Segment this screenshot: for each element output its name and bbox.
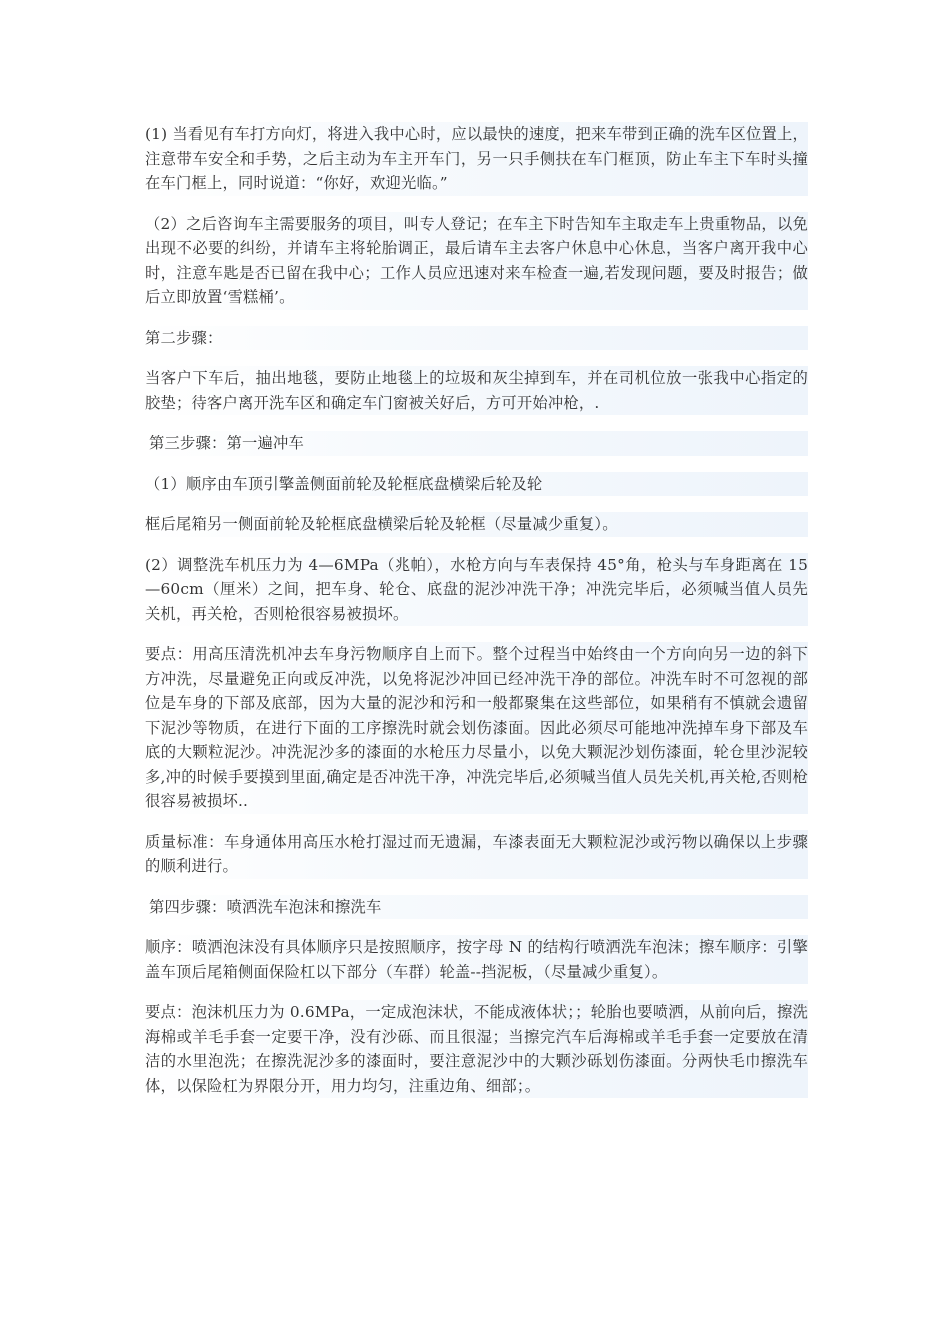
paragraph-step3-order: （1）顺序由车顶引擎盖侧面前轮及轮框底盘横梁后轮及轮 [141, 472, 808, 497]
paragraph-step3-keypoints: 要点：用高压清洗机冲去车身污物顺序自上而下。整个过程当中始终由一个方向向另一边的斜下方冲洗，尽量避免正向或反冲洗，以免将泥沙冲回已经冲洗干净的部位。冲洗车时不可忽视的部位是车身的下部及底部，因为大量的泥沙和污和一般都聚集在这些部位，如果稍有不慎就会遗留下泥沙等物质，在进行下面的工序擦洗时就会划伤漆面。因此必须尽可能地冲洗掉车身下部及车底的大颗粒泥沙。冲洗泥沙多的漆面的水枪压力尽量小，以免大颗泥沙划伤漆面，轮仓里沙泥较多,冲的时候手要摸到里面,确定是否冲洗干净，冲洗完毕后,必须喊当值人员先关机,再关枪,否则枪很容易被损坏.. [141, 642, 808, 814]
paragraph-step4-keypoints: 要点：泡沫机压力为 0.6MPa，一定成泡沫状，不能成液体状；；轮胎也要喷洒，从前向后，擦洗海棉或羊毛手套一定要干净，没有沙砾、而且很湿；当擦完汽车后海棉或羊毛手套一定要放在清洁的水里泡洗；在擦洗泥沙多的漆面时，要注意泥沙中的大颗沙砾划伤漆面。分两快毛巾擦洗车体，以保险杠为界限分开，用力均匀，注重边角、细部；。 [141, 1000, 808, 1098]
paragraph-step4-order: 顺序：喷洒泡沫没有具体顺序只是按照顺序，按字母 N 的结构行喷洒洗车泡沫；擦车顺序：引擎盖车顶后尾箱侧面保险杠以下部分（车群）轮盖--挡泥板，（尽量减少重复）。 [141, 935, 808, 984]
document-body [141, 122, 808, 1114]
paragraph-step3-quality: 质量标准：车身通体用高压水枪打湿过而无遗漏，车漆表面无大颗粒泥沙或污物以确保以上步骤的顺利进行。 [141, 830, 808, 879]
heading-step2: 第二步骤： [141, 326, 808, 351]
paragraph-step2: 当客户下车后，抽出地毯，要防止地毯上的垃圾和灰尘掉到车，并在司机位放一张我中心指定的胶垫；待客户离开洗车区和确定车门窗被关好后，方可开始冲枪，. [141, 366, 808, 415]
paragraph-step1-part2: （2）之后咨询车主需要服务的项目，叫专人登记；在车主下时告知车主取走车上贵重物品，以免出现不必要的纠纷，并请车主将轮胎调正，最后请车主去客户休息中心休息，当客户离开我中心时，注意车匙是否已留在我中心；工作人员应迅速对来车检查一遍,若发现问题，要及时报告；做后立即放置‘雪糕桶’。 [141, 212, 808, 310]
heading-step4: 第四步骤：喷洒洗车泡沫和擦洗车 [141, 895, 808, 920]
heading-step3: 第三步骤：第一遍冲车 [141, 431, 808, 456]
paragraph-step3-order-cont: 框后尾箱另一侧面前轮及轮框底盘横梁后轮及轮框（尽量减少重复）。 [141, 512, 808, 537]
paragraph-step1-part1: (1) 当看见有车打方向灯，将进入我中心时，应以最快的速度，把来车带到正确的洗车区位置上，注意带车安全和手势，之后主动为车主开车门，另一只手侧扶在车门框顶，防止车主下车时头撞在车门框上，同时说道：“你好，欢迎光临。” [141, 122, 808, 196]
paragraph-step3-pressure: (2）调整洗车机压力为 4—6MPa（兆帕），水枪方向与车表保持 45°角，枪头与车身距离在 15—60cm（厘米）之间，把车身、轮仓、底盘的泥沙冲洗干净；冲洗完毕后，必须喊当值人员先关机，再关枪，否则枪很容易被损坏。 [141, 553, 808, 627]
